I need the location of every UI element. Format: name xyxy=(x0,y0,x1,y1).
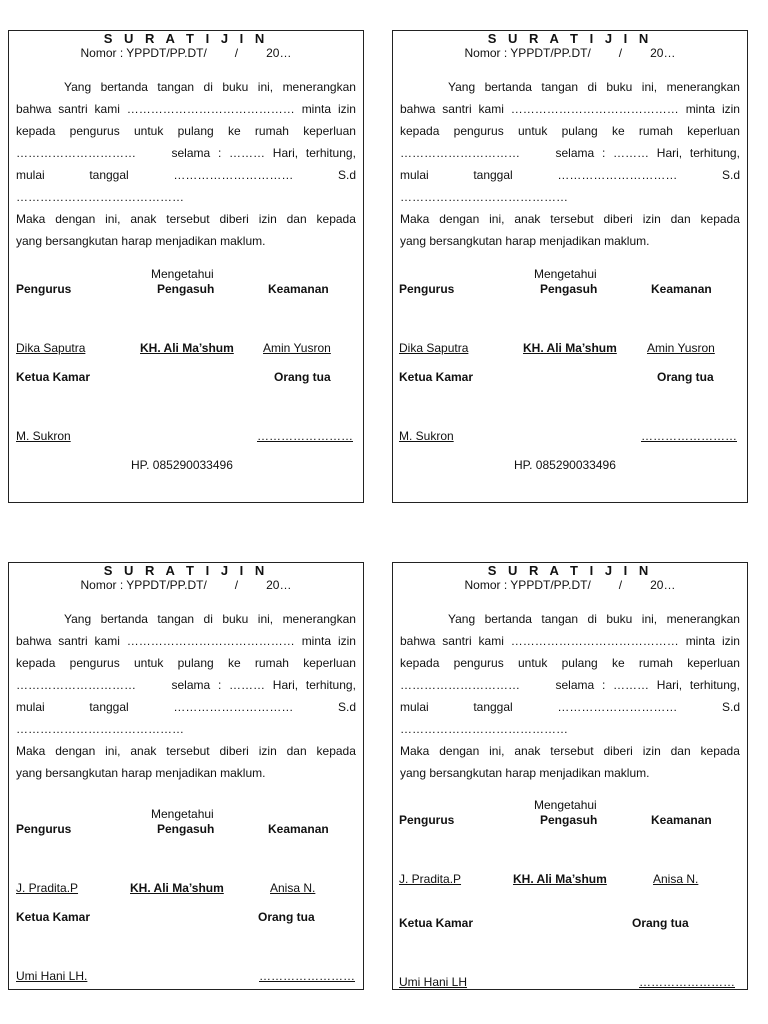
ketua-kamar-label: Ketua Kamar xyxy=(16,370,91,384)
word: di xyxy=(587,80,597,94)
orang-tua-signature-blank[interactable]: …………………… xyxy=(259,969,355,983)
word: rumah xyxy=(638,124,673,138)
word: bahwa xyxy=(16,634,52,648)
keamanan-label: Keamanan xyxy=(268,822,329,836)
permit-card-1 xyxy=(8,30,364,503)
word: anak xyxy=(514,212,541,226)
days-blank[interactable]: ……… xyxy=(613,146,650,160)
word: selama xyxy=(555,146,595,160)
word: tersebut xyxy=(166,744,210,758)
word: diberi xyxy=(219,744,249,758)
end-date-blank[interactable]: …………………………………… xyxy=(400,190,568,204)
word: tanggal xyxy=(473,168,513,182)
word: ini, xyxy=(105,744,121,758)
nomor-year: 20… xyxy=(266,46,292,60)
word: mulai xyxy=(16,700,45,714)
word: tangan xyxy=(541,80,579,94)
word: mulai xyxy=(400,168,429,182)
pengurus-name: Dika Saputra xyxy=(16,341,86,355)
word: kepada xyxy=(316,212,356,226)
word: izin xyxy=(721,102,740,116)
pengasuh-label: Pengasuh xyxy=(157,822,215,836)
end-date-blank[interactable]: …………………………………… xyxy=(16,190,184,204)
word: dengan xyxy=(439,212,480,226)
permit-body xyxy=(16,76,356,252)
nomor-separator: / xyxy=(234,578,239,592)
word: untuk xyxy=(133,656,164,670)
keamanan-label: Keamanan xyxy=(268,282,329,296)
pengasuh-label: Pengasuh xyxy=(157,282,215,296)
start-date-blank[interactable]: ………………………… xyxy=(557,168,678,182)
nomor-prefix: Nomor : YPPDT/PP.DT/ xyxy=(80,46,207,60)
word: kami xyxy=(94,102,120,116)
word: izin xyxy=(721,634,740,648)
days-blank[interactable]: ……… xyxy=(229,146,266,160)
word: minta xyxy=(685,634,716,648)
word: pengurus xyxy=(453,124,504,138)
pengurus-name: J. Pradita.P xyxy=(399,872,462,886)
word: pulang xyxy=(177,656,214,670)
ketua-kamar-name: Umi Hani LH. xyxy=(16,969,88,983)
word: selama xyxy=(171,146,211,160)
pengurus-label: Pengurus xyxy=(399,282,455,296)
word: santri xyxy=(58,634,88,648)
word: Yang xyxy=(448,80,476,94)
word: santri xyxy=(442,102,472,116)
end-date-blank[interactable]: …………………………………… xyxy=(400,722,568,736)
word: selama xyxy=(171,678,211,692)
word: diberi xyxy=(603,744,633,758)
word: menerangkan xyxy=(282,80,356,94)
word: menerangkan xyxy=(282,612,356,626)
word: selama xyxy=(555,678,595,692)
nomor-line xyxy=(393,578,747,592)
word: izin xyxy=(642,212,661,226)
pengurus-label: Pengurus xyxy=(16,822,72,836)
word: terhitung, xyxy=(689,678,740,692)
word: kepada xyxy=(16,656,56,670)
word: ke xyxy=(227,124,241,138)
word: dengan xyxy=(55,744,96,758)
pengasuh-name: KH. Ali Ma’shum xyxy=(513,872,607,886)
word: keperluan xyxy=(303,124,356,138)
word: santri xyxy=(442,634,472,648)
start-date-blank[interactable]: ………………………… xyxy=(173,168,294,182)
closing-line: yang bersangkutan harap menjadikan maklum. xyxy=(16,234,266,248)
word: anak xyxy=(130,212,157,226)
word: S.d xyxy=(337,700,356,714)
word: Maka xyxy=(16,744,46,758)
word: menerangkan xyxy=(666,612,740,626)
purpose-blank[interactable]: ………………………… xyxy=(400,678,520,692)
mengetahui-label: Mengetahui xyxy=(151,267,214,281)
word: terhitung, xyxy=(689,146,740,160)
word: tanggal xyxy=(473,700,513,714)
word: kepada xyxy=(316,744,356,758)
mengetahui-label: Mengetahui xyxy=(534,267,597,281)
mengetahui-label: Mengetahui xyxy=(151,807,214,821)
word: rumah xyxy=(254,124,289,138)
santri-name-blank[interactable]: …………………………………… xyxy=(126,634,295,648)
purpose-blank[interactable]: ………………………… xyxy=(16,146,136,160)
word: ini, xyxy=(489,212,505,226)
start-date-blank[interactable]: ………………………… xyxy=(557,700,678,714)
word: minta xyxy=(301,634,332,648)
pengasuh-name: KH. Ali Ma’shum xyxy=(140,341,234,355)
word: pengurus xyxy=(69,656,120,670)
word: keperluan xyxy=(303,656,356,670)
word: di xyxy=(587,612,597,626)
ketua-kamar-label: Ketua Kamar xyxy=(399,370,474,384)
orang-tua-label: Orang tua xyxy=(274,370,331,384)
word: : xyxy=(217,678,222,692)
pengasuh-label: Pengasuh xyxy=(540,813,598,827)
card-title: S U R A T I J I N xyxy=(487,31,653,46)
nomor-separator: / xyxy=(234,46,239,60)
word: : xyxy=(217,146,222,160)
word: rumah xyxy=(638,656,673,670)
word: bahwa xyxy=(400,102,436,116)
nomor-separator: / xyxy=(618,578,623,592)
word: tangan xyxy=(157,80,195,94)
closing-line: yang bersangkutan harap menjadikan maklum. xyxy=(400,234,650,248)
word: kepada xyxy=(400,124,440,138)
word: bahwa xyxy=(16,102,52,116)
nomor-prefix: Nomor : YPPDT/PP.DT/ xyxy=(464,578,591,592)
word: pulang xyxy=(177,124,214,138)
word: diberi xyxy=(603,212,633,226)
word: keperluan xyxy=(687,656,740,670)
word: di xyxy=(203,80,213,94)
word: dan xyxy=(286,212,307,226)
word: rumah xyxy=(254,656,289,670)
word: tersebut xyxy=(166,212,210,226)
word: anak xyxy=(514,744,541,758)
word: kepada xyxy=(400,656,440,670)
nomor-prefix: Nomor : YPPDT/PP.DT/ xyxy=(464,46,591,60)
orang-tua-label: Orang tua xyxy=(657,370,714,384)
pengurus-name: J. Pradita.P xyxy=(16,881,79,895)
pengurus-label: Pengurus xyxy=(399,813,455,827)
word: S.d xyxy=(337,168,356,182)
word: kami xyxy=(478,634,504,648)
card-title: S U R A T I J I N xyxy=(487,563,653,578)
word: terhitung, xyxy=(305,678,356,692)
word: bertanda xyxy=(484,612,532,626)
word: ke xyxy=(611,656,625,670)
word: dan xyxy=(670,744,691,758)
word: ke xyxy=(611,124,625,138)
word: buku xyxy=(222,80,249,94)
ketua-kamar-label: Ketua Kamar xyxy=(16,910,91,924)
word: ini, xyxy=(257,612,274,626)
word: dengan xyxy=(55,212,96,226)
nomor-line xyxy=(9,46,363,60)
word: ke xyxy=(227,656,241,670)
word: izin xyxy=(337,634,356,648)
permit-card-2 xyxy=(392,30,748,503)
permit-body xyxy=(16,608,356,784)
mengetahui-label: Mengetahui xyxy=(534,798,597,812)
word: tersebut xyxy=(550,744,594,758)
word: Yang xyxy=(448,612,476,626)
keamanan-name: Anisa N. xyxy=(270,881,316,895)
word: Maka xyxy=(400,212,430,226)
orang-tua-signature-blank[interactable]: …………………… xyxy=(639,975,735,989)
word: S.d xyxy=(721,168,740,182)
word: untuk xyxy=(517,124,548,138)
word: tangan xyxy=(157,612,195,626)
word: mulai xyxy=(400,700,429,714)
word: Maka xyxy=(16,212,46,226)
word: kepada xyxy=(700,212,740,226)
word: dengan xyxy=(439,744,480,758)
word: pengurus xyxy=(453,656,504,670)
keamanan-name: Amin Yusron xyxy=(263,341,331,355)
word: : xyxy=(601,146,606,160)
card-title: S U R A T I J I N xyxy=(103,563,269,578)
word: buku xyxy=(606,80,633,94)
word: izin xyxy=(337,102,356,116)
word: kami xyxy=(94,634,120,648)
word: S.d xyxy=(721,700,740,714)
word: tangan xyxy=(541,612,579,626)
keamanan-name: Anisa N. xyxy=(653,872,699,886)
keamanan-label: Keamanan xyxy=(651,282,712,296)
permit-body xyxy=(400,608,740,784)
word: bertanda xyxy=(100,80,148,94)
word: santri xyxy=(58,102,88,116)
days-blank[interactable]: ……… xyxy=(229,678,266,692)
card-title: S U R A T I J I N xyxy=(103,31,269,46)
ketua-kamar-name: M. Sukron xyxy=(16,429,71,443)
nomor-separator: / xyxy=(618,46,623,60)
santri-name-blank[interactable]: …………………………………… xyxy=(510,102,679,116)
nomor-year: 20… xyxy=(650,46,676,60)
phone-number: HP. 085290033496 xyxy=(131,458,233,472)
word: kepada xyxy=(16,124,56,138)
word: anak xyxy=(130,744,157,758)
word: dan xyxy=(286,744,307,758)
permit-card-4 xyxy=(392,562,748,990)
word: minta xyxy=(685,102,716,116)
word: ini, xyxy=(641,80,658,94)
word: diberi xyxy=(219,212,249,226)
word: Yang xyxy=(64,612,92,626)
word: tersebut xyxy=(550,212,594,226)
word: untuk xyxy=(133,124,164,138)
nomor-year: 20… xyxy=(266,578,292,592)
end-date-blank[interactable]: …………………………………… xyxy=(16,722,184,736)
word: pengurus xyxy=(69,124,120,138)
orang-tua-signature-blank[interactable]: …………………… xyxy=(257,429,353,443)
word: ini, xyxy=(641,612,658,626)
word: kepada xyxy=(700,744,740,758)
closing-line: yang bersangkutan harap menjadikan maklum. xyxy=(400,766,650,780)
word: keperluan xyxy=(687,124,740,138)
word: ini, xyxy=(257,80,274,94)
santri-name-blank[interactable]: …………………………………… xyxy=(126,102,295,116)
word: menerangkan xyxy=(666,80,740,94)
orang-tua-label: Orang tua xyxy=(632,916,689,930)
word: bertanda xyxy=(100,612,148,626)
word: ini, xyxy=(489,744,505,758)
nomor-year: 20… xyxy=(650,578,676,592)
ketua-kamar-label: Ketua Kamar xyxy=(399,916,474,930)
word: tanggal xyxy=(89,700,129,714)
word: buku xyxy=(606,612,633,626)
pengurus-label: Pengurus xyxy=(16,282,72,296)
orang-tua-label: Orang tua xyxy=(258,910,315,924)
word: izin xyxy=(258,744,277,758)
word: dan xyxy=(670,212,691,226)
orang-tua-signature-blank[interactable]: …………………… xyxy=(641,429,737,443)
ketua-kamar-name: Umi Hani LH xyxy=(399,975,468,989)
word: buku xyxy=(222,612,249,626)
keamanan-name: Amin Yusron xyxy=(647,341,715,355)
nomor-line xyxy=(9,578,363,592)
word: minta xyxy=(301,102,332,116)
word: : xyxy=(601,678,606,692)
word: pulang xyxy=(561,124,598,138)
permit-card-3 xyxy=(8,562,364,990)
pengurus-name: Dika Saputra xyxy=(399,341,469,355)
purpose-blank[interactable]: ………………………… xyxy=(400,146,520,160)
nomor-line xyxy=(393,46,747,60)
ketua-kamar-name: M. Sukron xyxy=(399,429,454,443)
word: tanggal xyxy=(89,168,129,182)
word: bertanda xyxy=(484,80,532,94)
word: kami xyxy=(478,102,504,116)
word: Hari, xyxy=(656,146,683,160)
word: di xyxy=(203,612,213,626)
closing-line: yang bersangkutan harap menjadikan maklum. xyxy=(16,766,266,780)
word: izin xyxy=(258,212,277,226)
word: pulang xyxy=(561,656,598,670)
days-blank[interactable]: ……… xyxy=(613,678,650,692)
start-date-blank[interactable]: ………………………… xyxy=(173,700,294,714)
pengasuh-name: KH. Ali Ma’shum xyxy=(130,881,224,895)
word: mulai xyxy=(16,168,45,182)
purpose-blank[interactable]: ………………………… xyxy=(16,678,136,692)
word: ini, xyxy=(105,212,121,226)
phone-number: HP. 085290033496 xyxy=(514,458,616,472)
word: Maka xyxy=(400,744,430,758)
permit-body xyxy=(400,76,740,252)
word: bahwa xyxy=(400,634,436,648)
word: izin xyxy=(642,744,661,758)
word: Hari, xyxy=(656,678,683,692)
word: Hari, xyxy=(272,678,299,692)
word: Hari, xyxy=(272,146,299,160)
word: untuk xyxy=(517,656,548,670)
pengasuh-label: Pengasuh xyxy=(540,282,598,296)
santri-name-blank[interactable]: …………………………………… xyxy=(510,634,679,648)
keamanan-label: Keamanan xyxy=(651,813,712,827)
pengasuh-name: KH. Ali Ma’shum xyxy=(523,341,617,355)
word: terhitung, xyxy=(305,146,356,160)
nomor-prefix: Nomor : YPPDT/PP.DT/ xyxy=(80,578,207,592)
word: Yang xyxy=(64,80,92,94)
